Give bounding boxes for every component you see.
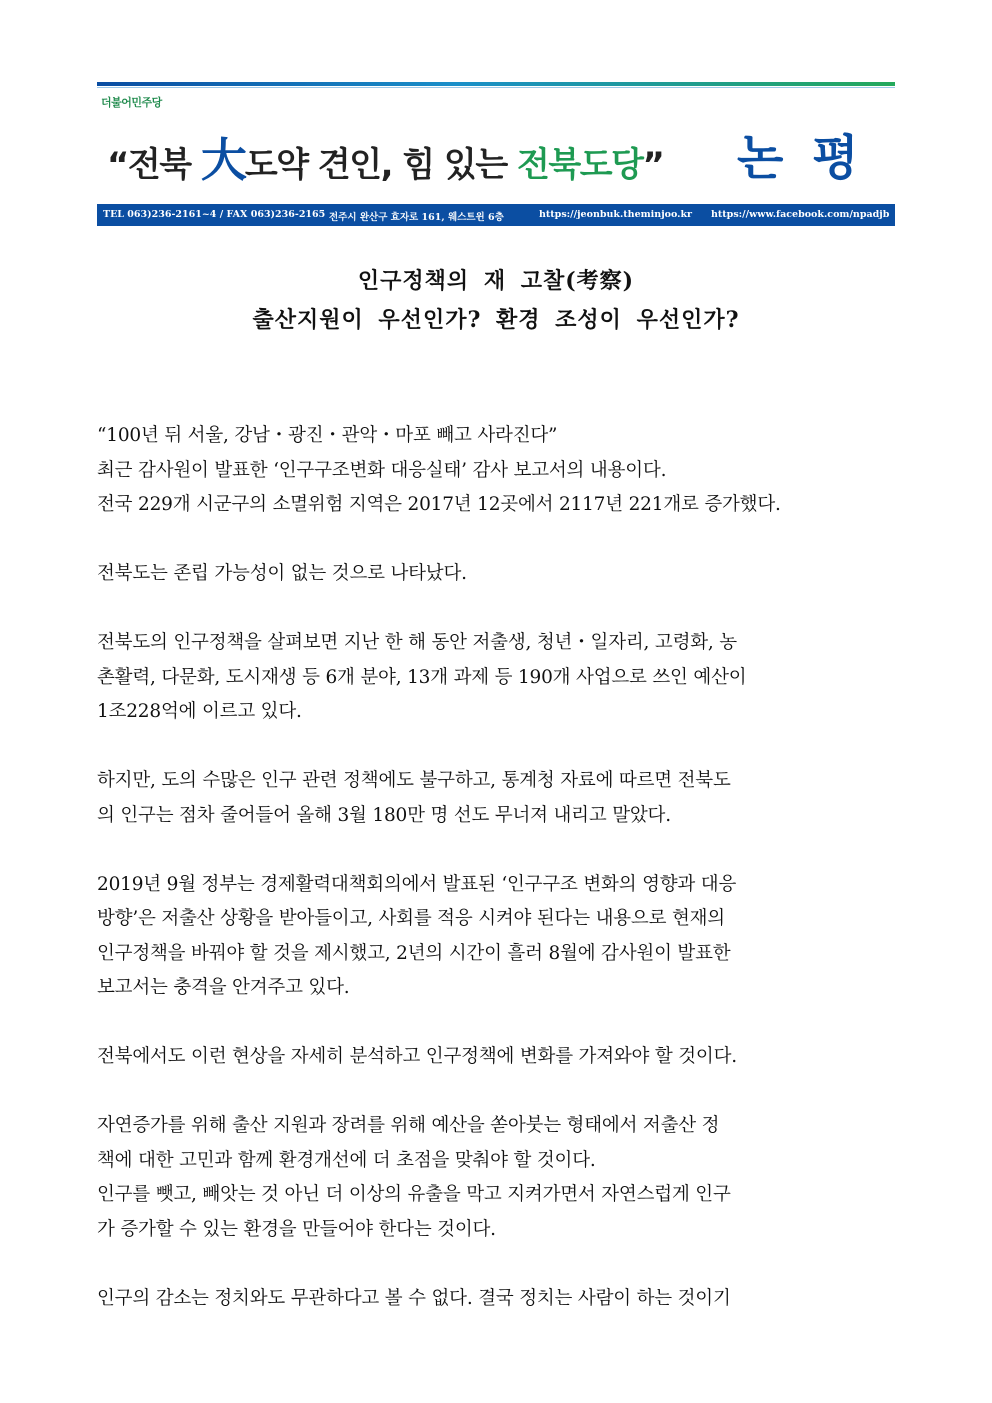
- body-line: 최근 감사원이 발표한 ‘인구구조변화 대응실태’ 감사 보고서의 내용이다.: [97, 459, 667, 481]
- paragraph-8: [97, 1282, 895, 1317]
- slogan-middle: 도약 견인, 힘 있는: [244, 145, 518, 185]
- contact-address: 전주시 완산구 효자로 161, 웨스트윈 6층: [329, 212, 504, 223]
- paragraph-1: [97, 419, 895, 523]
- header-color-stripe: [97, 82, 895, 86]
- contact-website-link[interactable]: https://jeonbuk.theminjoo.kr: [539, 209, 693, 220]
- contact-facebook-link[interactable]: https://www.facebook.com/npadjb: [711, 209, 890, 220]
- body-line: 전북도의 인구정책을 살펴보면 지난 한 해 동안 저출생, 청년・일자리, 고령화, 농: [97, 632, 737, 653]
- document-title: [97, 262, 895, 340]
- paragraph-5: [97, 868, 895, 1006]
- body-line: 방향’은 저출산 상황을 받아들이고, 사회를 적응 시켜야 된다는 내용으로 현재의: [97, 908, 725, 929]
- body-line: 책에 대한 고민과 함께 환경개선에 더 초점을 맞춰야 할 것이다.: [97, 1149, 596, 1171]
- body-line: 보고서는 충격을 안겨주고 있다.: [97, 977, 350, 998]
- body-line: 하지만, 도의 수많은 인구 관련 정책에도 불구하고, 통계청 자료에 따르면 전북도: [97, 770, 731, 791]
- body-line: 인구정책을 바꿔야 할 것을 제시했고, 2년의 시간이 흘러 8월에 감사원이 발표한: [97, 942, 731, 964]
- body-line: 전북도는 존립 가능성이 없는 것으로 나타났다.: [97, 563, 467, 584]
- letterhead-banner: [97, 82, 895, 226]
- contact-info-bar: [97, 204, 895, 226]
- contact-phone: TEL 063)236-2161~4 / FAX 063)236-2165: [103, 209, 326, 220]
- paragraph-7: [97, 1109, 895, 1247]
- body-line: 의 인구는 점차 줄어들어 올해 3월 180만 명 선도 무너져 내리고 말았다.: [97, 804, 671, 826]
- body-line: 1조228억에 이르고 있다.: [97, 701, 302, 722]
- title-line-1: 인구정책의 재 고찰(考察): [357, 268, 635, 294]
- paragraph-3: [97, 626, 895, 730]
- body-line: 가 증가할 수 있는 환경을 만들어야 한다는 것이다.: [97, 1218, 496, 1240]
- header-thin-stripe: [97, 87, 895, 88]
- title-line-2: 출산지원이 우선인가? 환경 조성이 우선인가?: [252, 307, 740, 333]
- party-slogan: [107, 124, 663, 190]
- document-type-label: 논 평: [737, 130, 865, 186]
- body-line: 촌활력, 다문화, 도시재생 등 6개 분야, 13개 과제 등 190개 사업으로 쓰인 예산이: [97, 666, 747, 688]
- body-line: 자연증가를 위해 출산 지원과 장려를 위해 예산을 쏟아붓는 형태에서 저출산 정: [97, 1115, 720, 1136]
- slogan-big-character: 大: [200, 133, 245, 187]
- slogan-green-text: 전북도당: [517, 145, 643, 185]
- paragraph-2: [97, 557, 895, 592]
- slogan-open: “전북: [107, 145, 201, 185]
- paragraph-4: [97, 764, 895, 833]
- body-line: “100년 뒤 서울, 강남・광진・관악・마포 빼고 사라진다”: [97, 425, 558, 446]
- body-line: 전북에서도 이런 현상을 자세히 분석하고 인구정책에 변화를 가져와야 할 것이다.: [97, 1046, 737, 1067]
- slogan-close: ”: [642, 145, 664, 185]
- document-body: [97, 419, 895, 1316]
- party-logo: 더불어민주당: [101, 96, 162, 109]
- body-line: 인구의 감소는 정치와도 무관하다고 볼 수 없다. 결국 정치는 사람이 하는 것이기: [97, 1287, 731, 1309]
- body-line: 2019년 9월 정부는 경제활력대책회의에서 발표된 ‘인구구조 변화의 영향과 대응: [97, 873, 737, 895]
- body-line: 인구를 뺏고, 빼앗는 것 아닌 더 이상의 유출을 막고 지켜가면서 자연스럽게 인구: [97, 1184, 731, 1205]
- paragraph-6: [97, 1040, 895, 1075]
- body-line: 전국 229개 시군구의 소멸위험 지역은 2017년 12곳에서 2117년 221개로 증가했다.: [97, 494, 781, 515]
